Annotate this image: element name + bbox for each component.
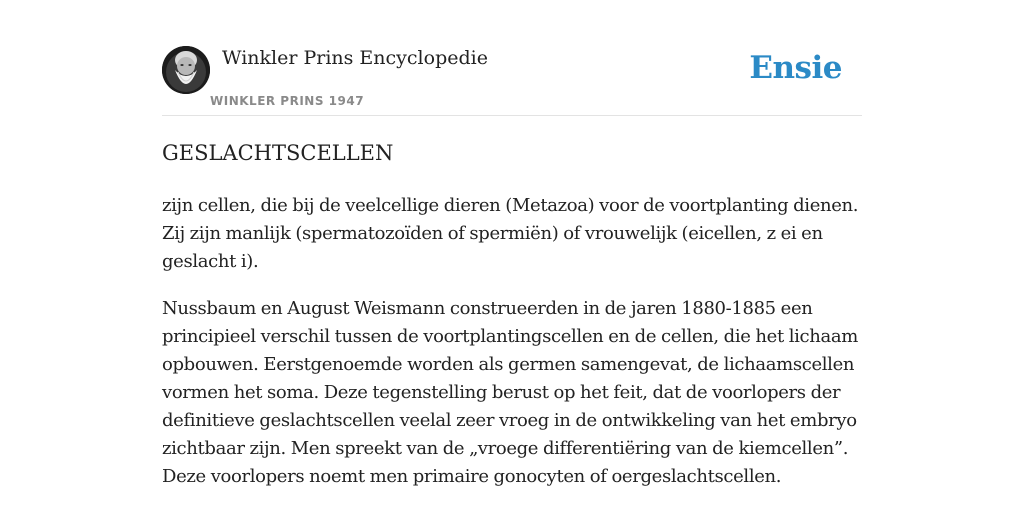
article-body — [162, 192, 864, 510]
article-paragraph-1: zijn cellen, die bij de veelcellige dieren (Metazoa) voor de voortplanting dienen. Zij zijn manlijk (spermatozoïden of spermiën) of vrouwelijk (eicellen, z ei en geslacht i). — [162, 195, 859, 272]
edition-label[interactable]: WINKLER PRINS 1947 — [210, 94, 365, 108]
site-title[interactable]: Winkler Prins Encyclopedie — [222, 47, 488, 69]
article-title: GESLACHTSCELLEN — [162, 141, 394, 165]
page-header — [162, 46, 862, 116]
bearded-man-portrait-icon — [162, 46, 210, 94]
author-avatar-icon[interactable] — [162, 46, 210, 94]
header-divider — [162, 115, 862, 116]
article-paragraph-2: Nussbaum en August Weismann construeerden in de jaren 1880-1885 een principieel verschil tussen de voortplantingscellen en de cellen, die het lichaam opbouwen. Eerstgenoemde worden als germen samengevat, de lichaamscellen vormen het soma. Deze tegenstelling berust op het feit, dat de voorlopers der definitieve geslachtscellen veelal zeer vroeg in de ontwikkeling van het embryo zichtbaar zijn. Men spreekt van de „vroege differentiëring van de kiemcellen”. Deze voorlopers noemt men primaire gonocyten of oergeslachtscellen. — [162, 298, 858, 487]
ensie-logo[interactable]: Ensie — [749, 50, 842, 86]
